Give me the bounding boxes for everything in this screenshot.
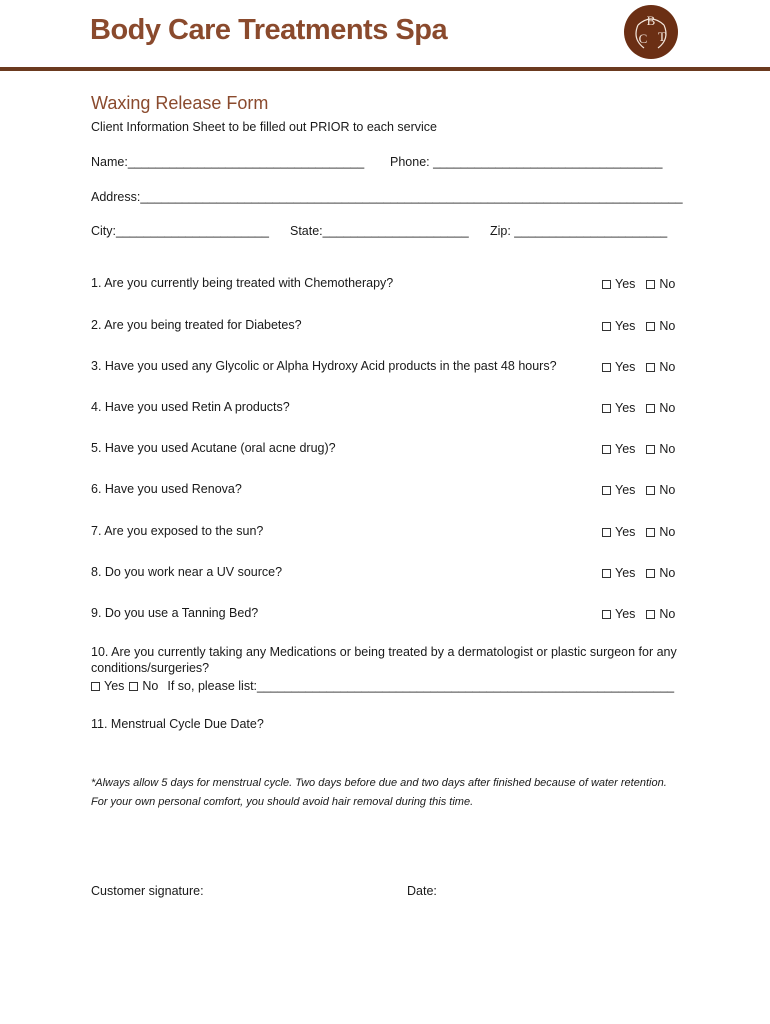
address-field[interactable]: Address:______________________________________________________________________________ [91, 190, 683, 204]
question-7-answer [602, 525, 675, 539]
logo-letter-t: T [658, 29, 666, 44]
question-3: 3. Have you used any Glycolic or Alpha Hydroxy Acid products in the past 48 hours? [91, 359, 557, 373]
question-9-answer [602, 607, 675, 621]
question-9: 9. Do you use a Tanning Bed? [91, 606, 259, 620]
question-4-answer [602, 401, 675, 415]
zip-field[interactable]: Zip: ______________________ [490, 224, 668, 238]
city-field[interactable]: City:______________________ [91, 224, 269, 238]
customer-signature-label[interactable]: Customer signature: [91, 884, 204, 898]
question-1: 1. Are you currently being treated with Chemotherapy? [91, 276, 394, 290]
form-title: Waxing Release Form [91, 93, 269, 113]
no-checkbox[interactable] [646, 569, 655, 578]
question-8: 8. Do you work near a UV source? [91, 565, 283, 579]
yes-checkbox[interactable] [602, 322, 611, 331]
no-checkbox[interactable] [646, 528, 655, 537]
question-10: 10. Are you currently taking any Medications or being treated by a dermatologist or plastic surgeon for any conditions/surgeries? [91, 645, 677, 675]
no-label: No [659, 319, 676, 333]
no-label: No [142, 679, 159, 693]
yes-checkbox[interactable] [602, 610, 611, 619]
question-6-answer [602, 483, 675, 497]
no-label: No [659, 277, 676, 291]
question-10-answer [91, 679, 674, 693]
no-label: No [659, 442, 676, 456]
yes-checkbox[interactable] [602, 404, 611, 413]
yes-label: Yes [615, 483, 636, 497]
yes-checkbox[interactable] [602, 486, 611, 495]
no-checkbox[interactable] [129, 682, 138, 691]
question-8-answer [602, 566, 675, 580]
question-1-answer [602, 277, 675, 291]
logo-letter-b: B [646, 13, 656, 28]
no-label: No [659, 566, 676, 580]
yes-checkbox[interactable] [602, 280, 611, 289]
question-4: 4. Have you used Retin A products? [91, 400, 290, 414]
phone-field[interactable]: Phone: _________________________________ [390, 155, 663, 169]
question-11: 11. Menstrual Cycle Due Date? [91, 717, 264, 731]
question-2: 2. Are you being treated for Diabetes? [91, 318, 302, 332]
yes-label: Yes [615, 360, 636, 374]
date-label[interactable]: Date: [407, 884, 437, 898]
no-checkbox[interactable] [646, 363, 655, 372]
question-6: 6. Have you used Renova? [91, 482, 242, 496]
question-2-answer [602, 319, 675, 333]
yes-checkbox[interactable] [602, 569, 611, 578]
spa-name: Body Care Treatments Spa [90, 14, 448, 46]
no-checkbox[interactable] [646, 280, 655, 289]
logo-mark [624, 5, 678, 59]
yes-label: Yes [615, 442, 636, 456]
medications-list-field[interactable]: If so, please list:____________________________________________________________ [167, 679, 675, 693]
no-checkbox[interactable] [646, 445, 655, 454]
yes-checkbox[interactable] [602, 445, 611, 454]
yes-checkbox[interactable] [91, 682, 100, 691]
question-7: 7. Are you exposed to the sun? [91, 524, 264, 538]
spa-logo [624, 5, 678, 59]
yes-checkbox[interactable] [602, 363, 611, 372]
yes-label: Yes [104, 679, 125, 693]
state-field[interactable]: State:_____________________ [290, 224, 469, 238]
no-label: No [659, 525, 676, 539]
no-checkbox[interactable] [646, 486, 655, 495]
question-5: 5. Have you used Acutane (oral acne drug)? [91, 441, 336, 455]
yes-checkbox[interactable] [602, 528, 611, 537]
no-label: No [659, 607, 676, 621]
question-5-answer [602, 442, 675, 456]
no-checkbox[interactable] [646, 322, 655, 331]
yes-label: Yes [615, 401, 636, 415]
menstrual-note: *Always allow 5 days for menstrual cycle. Two days before due and two days after finished because of water retention. For your own personal comfort, you should avoid hair removal during this time. [91, 777, 667, 808]
name-field[interactable]: Name:__________________________________ [91, 155, 365, 169]
no-label: No [659, 401, 676, 415]
no-checkbox[interactable] [646, 610, 655, 619]
yes-label: Yes [615, 319, 636, 333]
logo-letter-c: C [638, 31, 648, 46]
yes-label: Yes [615, 277, 636, 291]
no-label: No [659, 360, 676, 374]
yes-label: Yes [615, 525, 636, 539]
form-subtitle: Client Information Sheet to be filled out PRIOR to each service [91, 120, 438, 134]
header-divider [0, 67, 770, 71]
no-label: No [659, 483, 676, 497]
yes-label: Yes [615, 566, 636, 580]
no-checkbox[interactable] [646, 404, 655, 413]
question-3-answer [602, 360, 675, 374]
yes-label: Yes [615, 607, 636, 621]
